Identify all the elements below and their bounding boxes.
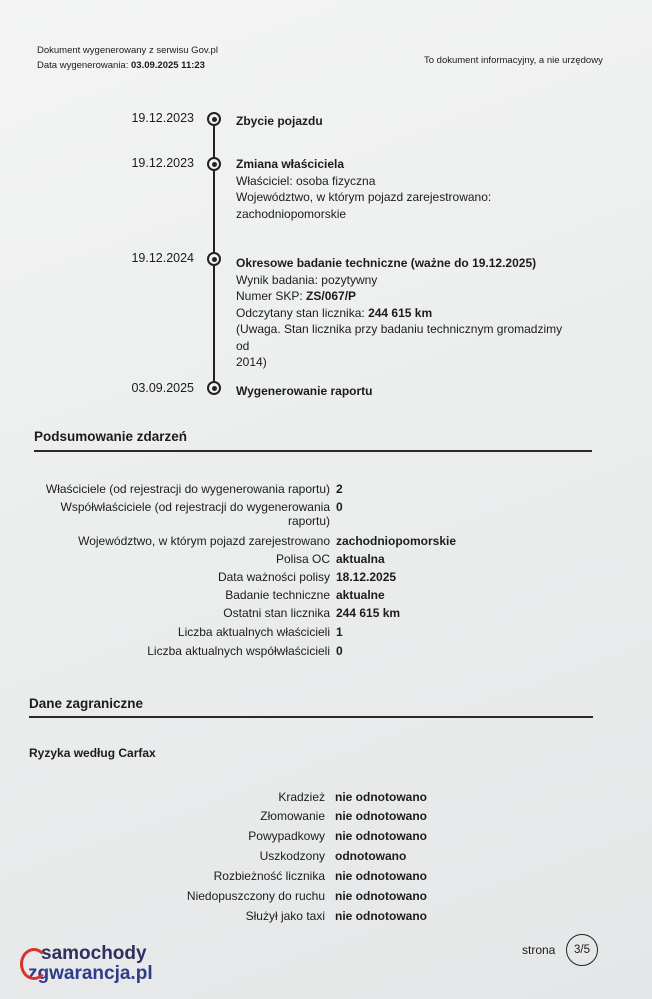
risk-value: nie odnotowano — [335, 889, 427, 903]
summary-value: 244 615 km — [336, 606, 401, 620]
odometer-reading: 244 615 km — [368, 305, 433, 320]
foreign-data-divider — [29, 716, 593, 718]
risk-value: nie odnotowano — [335, 809, 427, 823]
timeline-marker-icon — [207, 112, 221, 126]
generated-date: 03.09.2025 11:23 — [131, 60, 205, 71]
summary-label: Ostatni stan licznika — [223, 606, 330, 620]
event-detail: Właściciel: osoba fizyczna — [236, 173, 376, 188]
timeline-marker-icon — [207, 252, 221, 266]
logo-line2: zgwarancja.pl — [28, 963, 153, 984]
summary-value: zachodniopomorskie — [336, 534, 457, 548]
summary-label: Polisa OC — [275, 552, 330, 566]
page-label: strona — [522, 943, 556, 957]
risk-value: nie odnotowano — [335, 909, 427, 923]
summary-value: 0 — [336, 500, 343, 514]
summary-value: 18.12.2025 — [336, 570, 397, 584]
summary-label — [61, 500, 330, 528]
generation-date-line — [37, 58, 218, 73]
source-text: Dokument wygenerowany z serwisu Gov.pl — [37, 45, 218, 56]
page-number: 3/5 — [566, 934, 598, 966]
summary-label-line: Współwłaściciele (od rejestracji do wygenerowania — [60, 500, 330, 514]
summary-value: aktualna — [336, 552, 385, 566]
event-title: Wygenerowanie raportu — [236, 384, 373, 398]
document-source — [37, 43, 218, 73]
generated-label: Data wygenerowania: — [37, 60, 129, 71]
summary-heading: Podsumowanie zdarzeń — [34, 429, 188, 444]
event-title: Zmiana właściciela — [236, 157, 345, 171]
timeline-marker-icon — [207, 157, 221, 171]
timeline-date: 19.12.2023 — [131, 156, 194, 170]
timeline-date: 19.12.2023 — [131, 111, 194, 125]
risk-label: Służył jako taxi — [245, 909, 325, 923]
summary-label: Liczba aktualnych współwłaścicieli — [147, 644, 330, 658]
summary-value: 0 — [336, 644, 343, 658]
risk-label: Rozbieżność licznika — [213, 869, 325, 883]
event-title: Zbycie pojazdu — [236, 114, 323, 128]
skp-number: ZS/067/P — [306, 289, 357, 303]
summary-value: aktualne — [336, 588, 385, 602]
event-detail: zachodniopomorskie — [236, 206, 347, 221]
risk-label: Złomowanie — [260, 809, 325, 823]
timeline-event — [236, 383, 566, 400]
event-detail: Wynik badania: pozytywny — [236, 272, 378, 287]
logo-mark-icon — [20, 948, 48, 980]
timeline-date: 19.12.2024 — [131, 251, 194, 265]
carfax-subtitle: Ryzyka według Carfax — [29, 746, 156, 760]
risk-label: Kradzież — [278, 790, 325, 804]
summary-label-line: raportu) — [287, 514, 330, 528]
logo-line1: samochody — [41, 943, 147, 964]
summary-label: Data ważności polisy — [217, 570, 330, 584]
timeline-marker-icon — [207, 381, 221, 395]
brand-logo — [16, 944, 153, 984]
event-detail: 2014) — [236, 355, 267, 369]
summary-label: Liczba aktualnych właścicieli — [177, 625, 330, 639]
summary-label: Właściciele (od rejestracji do wygenerowania raportu) — [45, 482, 330, 496]
event-title: Okresowe badanie techniczne (ważne do 19.12.2025) — [236, 256, 537, 270]
summary-label: Województwo, w którym pojazd zarejestrowano — [78, 534, 330, 548]
summary-value: 2 — [336, 482, 343, 496]
risk-label: Niedopuszczony do ruchu — [186, 889, 325, 903]
timeline-event — [236, 255, 566, 371]
risk-label: Powypadkowy — [248, 829, 325, 843]
disclaimer: To dokument informacyjny, a nie urzędowy — [424, 55, 603, 66]
timeline-date: 03.09.2025 — [131, 381, 194, 395]
timeline-event — [236, 113, 566, 130]
risk-value: nie odnotowano — [335, 829, 427, 843]
timeline-event — [236, 156, 566, 222]
summary-label: Badanie techniczne — [225, 588, 330, 602]
event-detail: (Uwaga. Stan licznika przy badaniu technicznym gromadzimy od — [236, 322, 563, 353]
risk-label: Uszkodzony — [259, 849, 325, 863]
risk-value: nie odnotowano — [335, 790, 427, 804]
event-detail: Numer SKP: ZS/067/P — [236, 289, 357, 303]
risk-value: odnotowano — [335, 849, 407, 863]
summary-divider — [34, 450, 592, 452]
risk-value: nie odnotowano — [335, 869, 427, 883]
event-detail: Odczytany stan licznika: 244 615 km — [236, 305, 433, 320]
foreign-data-heading: Dane zagraniczne — [29, 696, 144, 711]
summary-value: 1 — [336, 625, 343, 639]
event-detail: Województwo, w którym pojazd zarejestrowano: — [236, 190, 492, 204]
